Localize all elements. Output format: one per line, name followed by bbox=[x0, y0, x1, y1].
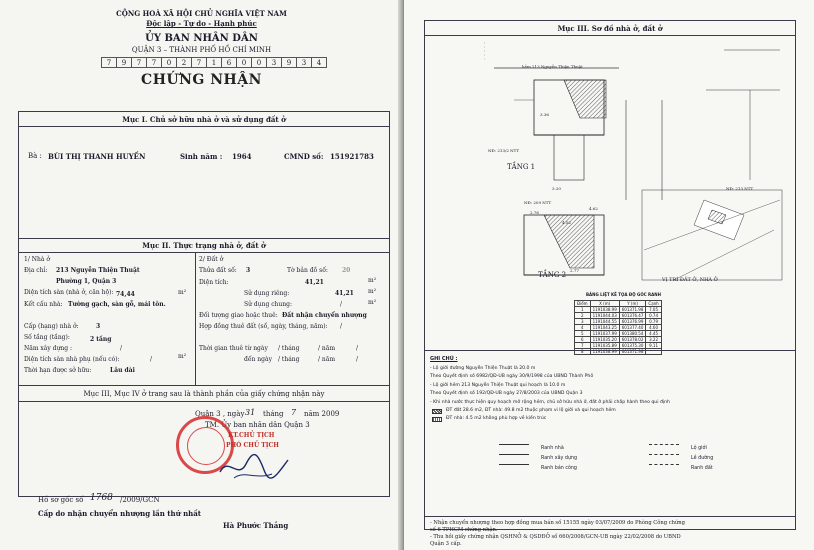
on-behalf-line: TM. Ủy ban nhân dân Quận 3 bbox=[205, 421, 310, 429]
lease-from-label: Thời gian thuê từ ngày bbox=[199, 345, 268, 352]
coord-cell: 1191038.99 bbox=[590, 349, 619, 355]
authority-title: ỦY BAN NHÂN DÂN bbox=[145, 33, 258, 44]
grade-value: 3 bbox=[96, 323, 101, 330]
handwritten-signature bbox=[214, 450, 294, 484]
lease-until-label: đến ngày bbox=[244, 356, 272, 363]
coord-cell: 7 bbox=[575, 343, 591, 349]
issuance-reason: Cấp do nhận chuyển nhượng lần thứ nhất bbox=[38, 509, 202, 518]
coord-cell: 1191044.03 bbox=[590, 313, 619, 319]
signer-role-1: KT.CHỦ TỊCH bbox=[228, 432, 275, 439]
coord-cell: 1191044.55 bbox=[590, 319, 619, 325]
floor2-label: TẦNG 2 bbox=[538, 271, 567, 279]
serial-digit: 0 bbox=[237, 58, 252, 68]
coord-cell: 1191037.99 bbox=[590, 331, 619, 337]
house-number-label: NĐ: 213/2 NTT bbox=[488, 148, 520, 153]
legend-label: Lộ giới bbox=[691, 446, 707, 451]
house-heading: 1/ Nhà ở bbox=[24, 256, 50, 263]
serial-digit: 9 bbox=[282, 58, 297, 68]
parcel-label: Thửa đất số: bbox=[199, 267, 237, 274]
hatch-swatch bbox=[432, 417, 442, 422]
serial-digit: 7 bbox=[192, 58, 207, 68]
legend-label: Ranh nhà bbox=[541, 446, 564, 451]
dim-d: 4.62 bbox=[589, 206, 598, 211]
land-area-unit: m² bbox=[368, 277, 377, 284]
floors-value: 2 tầng bbox=[90, 336, 112, 343]
address-line1: 213 Nguyễn Thiện Thuật bbox=[56, 267, 140, 274]
coord-cell: 5 bbox=[575, 331, 591, 337]
coord-cell: 601380.54 bbox=[619, 331, 646, 337]
serial-digit: 0 bbox=[252, 58, 267, 68]
map-sheet-label: Tờ bản đồ số: bbox=[287, 267, 328, 274]
legend-label: Lề đường bbox=[691, 456, 714, 461]
land-area-label: Diện tích: bbox=[199, 279, 229, 286]
coord-cell: 3 bbox=[575, 319, 591, 325]
serial-digit: 7 bbox=[132, 58, 147, 68]
serial-digit: 0 bbox=[162, 58, 177, 68]
lease-until-year: / năm bbox=[318, 356, 336, 363]
common-use-value: / bbox=[340, 301, 343, 308]
motto: Độc lập - Tự do - Hạnh phúc bbox=[146, 19, 257, 28]
transfer-notes bbox=[430, 520, 685, 548]
note-line: ĐT nhà: 4.5 m2 không phù hợp về kiến trúc bbox=[430, 415, 670, 423]
coord-cell: 601371.98 bbox=[619, 349, 646, 355]
coord-cell: 601375.30 bbox=[619, 343, 646, 349]
ownership-term-value: Lâu dài bbox=[110, 367, 135, 374]
legend-label: Ranh bán công bbox=[541, 466, 577, 471]
notes-heading: GHI CHÚ : bbox=[430, 356, 458, 362]
continuation-note: Mục III, Mục IV ở trang sau là thành phần của giấy chứng nhận này bbox=[83, 390, 325, 398]
signer-role-2: PHÓ CHỦ TỊCH bbox=[226, 442, 279, 449]
issue-date-month: 7 bbox=[291, 408, 297, 417]
lease-from-month: / tháng bbox=[278, 345, 300, 352]
certificate-right-page bbox=[404, 0, 814, 550]
nation-header: CỘNG HOÀ XÃ HỘI CHỦ NGHĨA VIỆT NAM bbox=[116, 9, 287, 18]
legend-line-icon bbox=[499, 464, 529, 465]
common-use-label: Sử dụng chung: bbox=[244, 301, 293, 308]
owner-name: BÙI THỊ THANH HUYỀN bbox=[48, 152, 146, 161]
legend-item bbox=[499, 454, 577, 473]
lease-from-year: / năm bbox=[318, 345, 336, 352]
private-use-value: 41,21 bbox=[335, 290, 354, 297]
floor1-label: TẦNG 1 bbox=[507, 163, 536, 171]
dim-c: 2.76 bbox=[530, 210, 539, 215]
coord-cell: 601371.98 bbox=[619, 307, 646, 313]
coord-cell: 1191038.99 bbox=[590, 307, 619, 313]
serial-digit: 3 bbox=[297, 58, 312, 68]
address-line2: Phường 1, Quận 3 bbox=[56, 278, 117, 285]
lease-from-end: / bbox=[356, 345, 359, 352]
map-sheet-value: 20 bbox=[342, 267, 351, 274]
land-origin-label: Đối tượng giao hoặc thuê: bbox=[199, 312, 278, 319]
coord-header: Điểm bbox=[575, 301, 591, 307]
coord-cell: 7.05 bbox=[646, 307, 661, 313]
section3-title: Mục III. Sơ đồ nhà ở, đất ở bbox=[557, 24, 663, 33]
coord-header: X (m) bbox=[590, 301, 619, 307]
coord-header: Y (m) bbox=[619, 301, 646, 307]
coord-header: Cạnh bbox=[646, 301, 661, 307]
coord-cell: 4.60 bbox=[646, 325, 661, 331]
coord-cell: 1 bbox=[575, 307, 591, 313]
ownership-term-label: Thời hạn được sở hữu: bbox=[24, 367, 92, 374]
aux-area-label: Diện tích sàn nhà phụ (nếu có): bbox=[24, 356, 120, 363]
coord-cell: 601376.47 bbox=[619, 313, 646, 319]
issue-year: năm 2009 bbox=[304, 410, 340, 418]
serial-digit: 2 bbox=[177, 58, 192, 68]
serial-digit: 9 bbox=[117, 58, 132, 68]
coord-cell: 601378.02 bbox=[619, 337, 646, 343]
floors-label: Số tầng (tầng): bbox=[24, 334, 70, 341]
floor-area-value: 74,44 bbox=[116, 291, 135, 298]
certificate-left-page bbox=[0, 0, 403, 550]
address-label: Địa chỉ: bbox=[24, 267, 48, 274]
coord-table-title: BẢNG LIỆT KÊ TỌA ĐỘ GÓC RANH bbox=[586, 292, 661, 297]
serial-digit: 3 bbox=[267, 58, 282, 68]
coordinate-table bbox=[574, 300, 662, 355]
serial-digit: 7 bbox=[147, 58, 162, 68]
transfer-note-line: số 6 TPHCM chứng nhận. bbox=[430, 527, 498, 533]
structure-label: Kết cấu nhà: bbox=[24, 301, 63, 308]
coord-cell: 2 bbox=[575, 313, 591, 319]
document-title: CHỨNG NHẬN bbox=[141, 72, 262, 88]
id-label: CMND số: bbox=[284, 152, 324, 161]
land-origin-value: Đất nhận chuyển nhượng bbox=[282, 312, 367, 319]
note-line: - Lộ giới hẻm 213 Nguyễn Thiện Thuật qui hoạch là 10.0 m bbox=[430, 382, 566, 388]
coord-cell: 3.22 bbox=[646, 337, 661, 343]
coord-cell: 0.79 bbox=[646, 319, 661, 325]
note-line: Theo Quyết định số 192/QĐ-UB ngày 27/8/2003 của UBND Quận 3 bbox=[430, 391, 583, 397]
origin-record-number: 1768 bbox=[90, 493, 113, 503]
note-line: - Khi nhà nước thực hiện quy hoạch mở rộng hẻm, chủ sở hữu nhà ở, đất ở phải chấp hành theo qui định bbox=[430, 399, 670, 405]
section1-title: Mục I. Chủ sở hữu nhà ở và sử dụng đất ở bbox=[122, 115, 286, 124]
year-value: / bbox=[120, 345, 123, 352]
coord-cell: 4.45 bbox=[646, 331, 661, 337]
notes-list bbox=[430, 365, 670, 424]
land-area-value: 41,21 bbox=[305, 279, 324, 286]
issue-date-prefix: Quận 3 , ngày bbox=[195, 410, 245, 418]
lease-contract-label: Hợp đồng thuê đất (số, ngày, tháng, năm): bbox=[199, 323, 328, 330]
lease-contract-value: / bbox=[340, 323, 343, 330]
dim-b: 3.36 bbox=[540, 112, 549, 117]
id-value: 151921783 bbox=[330, 152, 374, 161]
section2-title: Mục II. Thực trạng nhà ở, đất ở bbox=[142, 241, 266, 250]
coord-cell: 0.74 bbox=[646, 313, 661, 319]
hatch-swatch bbox=[432, 409, 442, 414]
origin-record-suffix: /2009/GCN bbox=[120, 496, 160, 504]
serial-digit: 6 bbox=[222, 58, 237, 68]
legend-label: Ranh xây dựng bbox=[541, 456, 578, 461]
land-heading: 2/ Đất ở bbox=[199, 256, 224, 263]
coord-cell: 8 bbox=[575, 349, 591, 355]
aux-area-unit: m² bbox=[178, 353, 187, 360]
coord-cell: 601377.40 bbox=[619, 325, 646, 331]
owner-label: Bà : bbox=[28, 152, 42, 160]
house-number-label-2: NĐ: 209 NTT bbox=[524, 200, 552, 205]
coord-cell: 601376.99 bbox=[619, 319, 646, 325]
structure-value: Tường gạch, sàn gỗ, mái tôn. bbox=[68, 301, 166, 308]
lease-until-month: / tháng bbox=[278, 356, 300, 363]
dim-a: 3.20 bbox=[552, 186, 561, 191]
dim-e: 2.77 bbox=[570, 268, 579, 273]
grade-label: Cấp (hạng) nhà ở: bbox=[24, 323, 79, 330]
legend-line-icon bbox=[649, 464, 679, 465]
aux-area-value: / bbox=[150, 356, 153, 363]
serial-digit: 1 bbox=[207, 58, 222, 68]
birth-label: Sinh năm : bbox=[180, 152, 223, 161]
legend-label: Ranh đất bbox=[691, 466, 713, 471]
year-label: Năm xây dựng : bbox=[24, 345, 73, 352]
coord-cell: 1191035.20 bbox=[590, 337, 619, 343]
note-line: Theo Quyết định số 6982/QĐ-UB ngày 30/9/1998 của UBND Thành Phố bbox=[430, 374, 594, 380]
signer-name: Hà Phước Thắng bbox=[223, 521, 289, 530]
parcel-value: 3 bbox=[246, 267, 251, 274]
note-line: - Lộ giới đường Nguyễn Thiện Thuật là 20.0 m bbox=[430, 366, 536, 371]
transfer-note-line: - Nhận chuyển nhượng theo hợp đồng mua bán số 15155 ngày 03/07/2009 do Phòng Công chứng bbox=[430, 520, 685, 526]
floor-area-unit: m² bbox=[178, 289, 187, 296]
note-line: ĐT đất 28.6 m2, ĐT nhà: 49.8 m2 thuộc phạm vi lộ giới và qui hoạch hẻm bbox=[430, 407, 670, 415]
legend-item bbox=[649, 454, 713, 473]
house-number-label-3: NĐ: 213 NTT bbox=[726, 186, 754, 191]
coord-cell: 6 bbox=[575, 337, 591, 343]
lease-until-end: / bbox=[356, 356, 359, 363]
location-label: VỊ TRÍ ĐẤT Ở, NHÀ Ở bbox=[662, 277, 718, 283]
serial-digit: 4 bbox=[312, 58, 327, 68]
issue-month-label: tháng bbox=[263, 410, 284, 418]
private-use-unit: m² bbox=[368, 288, 377, 295]
transfer-note-line: - Thu hồi giấy chứng nhận QSHNỞ & QSDĐỞ số 660/2008/GCN-UB ngày 22/02/2008 do UBND bbox=[430, 534, 681, 540]
coord-cell: 1191035.89 bbox=[590, 343, 619, 349]
floor-area-label: Diện tích sàn (nhà ở, căn hộ): bbox=[24, 289, 114, 296]
dim-f: 4.52 bbox=[562, 220, 571, 225]
coord-cell: 1191043.25 bbox=[590, 325, 619, 331]
serial-digit: 7 bbox=[102, 58, 117, 68]
district-title: QUẬN 3 – THÀNH PHỐ HỒ CHÍ MINH bbox=[131, 46, 272, 54]
street-label: hẻm 213 Nguyễn Thiện Thuật bbox=[522, 64, 583, 69]
coord-cell: 4 bbox=[575, 325, 591, 331]
coord-cell: 9.11 bbox=[646, 343, 661, 349]
private-use-label: Sử dụng riêng: bbox=[244, 290, 290, 297]
common-use-unit: m² bbox=[368, 299, 377, 306]
transfer-note-line: Quận 3 cấp. bbox=[430, 541, 462, 547]
issue-date-day: 31 bbox=[245, 408, 256, 417]
origin-record-label: Hồ sơ gốc số bbox=[38, 496, 84, 504]
birth-year: 1964 bbox=[232, 152, 252, 161]
serial-number-boxes bbox=[101, 57, 327, 68]
